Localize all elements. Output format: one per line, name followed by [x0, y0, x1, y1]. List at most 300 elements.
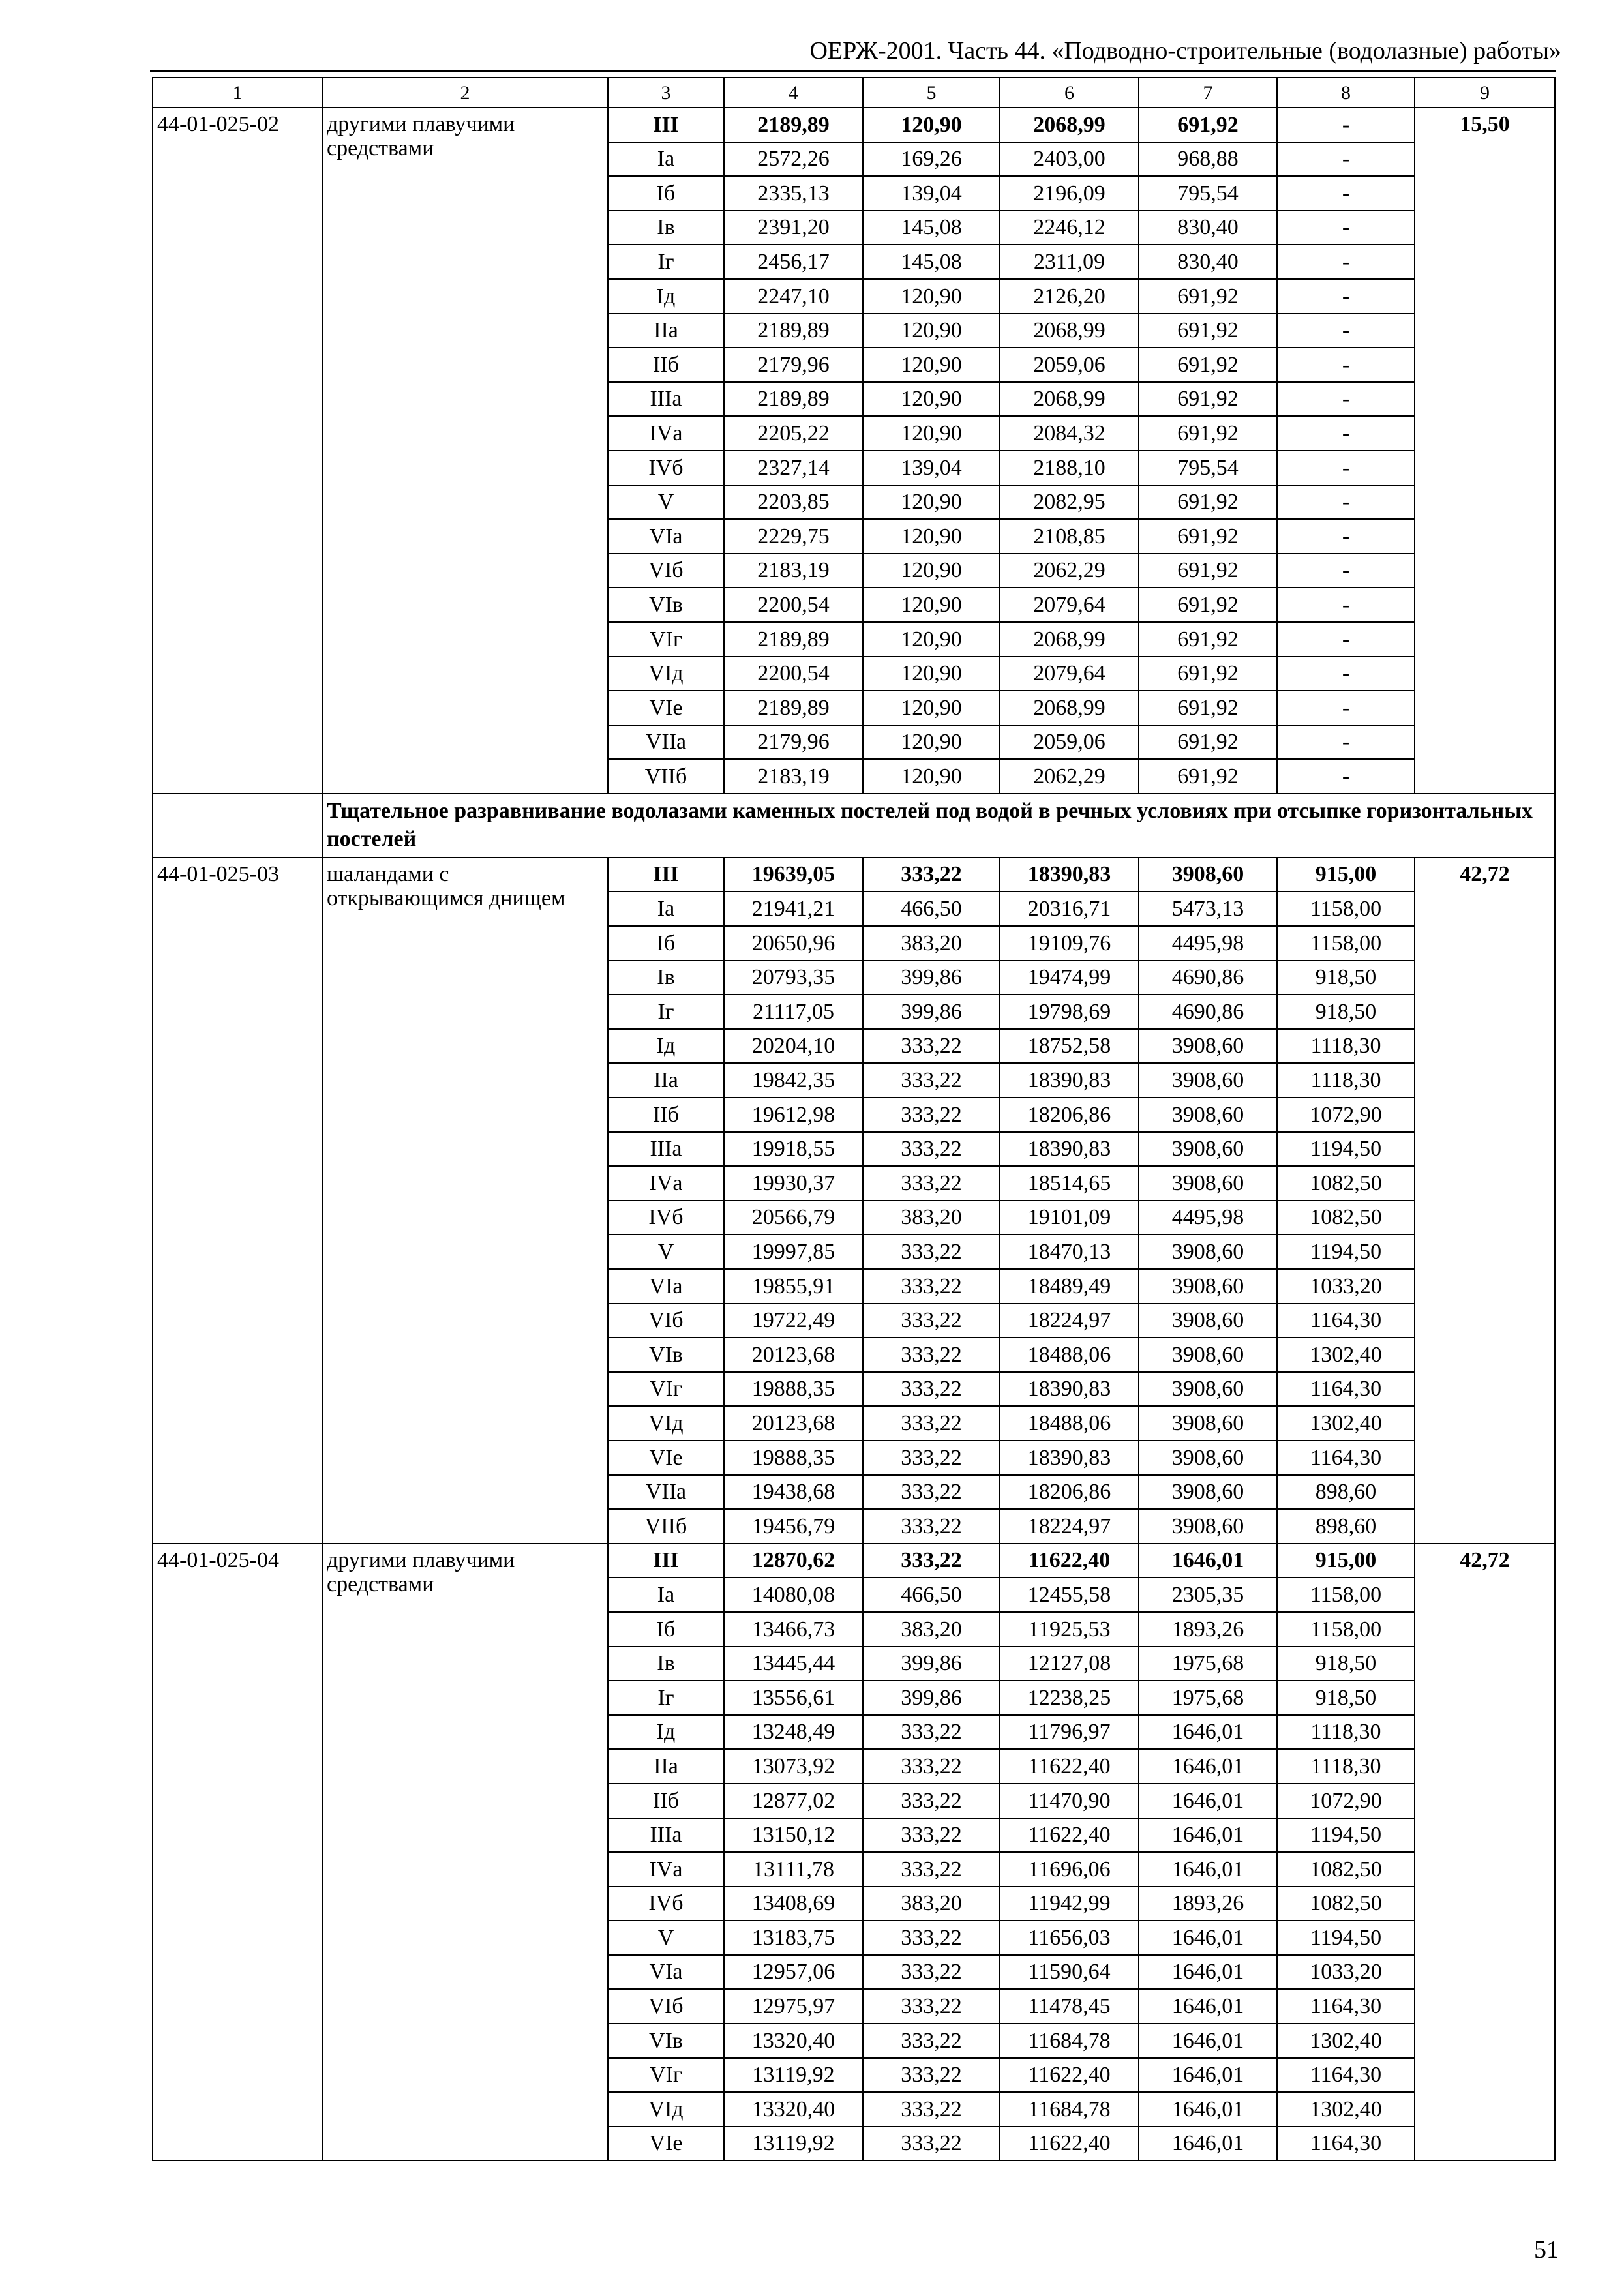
value-cell-col5: 333,22	[863, 1509, 1000, 1544]
value-cell-col8: 918,50	[1277, 961, 1415, 995]
zone-cell: VIв	[608, 588, 724, 622]
value-cell-col6: 20316,71	[1000, 891, 1139, 926]
value-cell-col5: 333,22	[863, 2127, 1000, 2161]
value-cell-col7: 1646,01	[1139, 1544, 1277, 1578]
rates-table	[152, 77, 1556, 2161]
value-cell-col6: 18390,83	[1000, 858, 1139, 892]
zone-cell: VIд	[608, 657, 724, 691]
zone-cell: III	[608, 858, 724, 892]
value-cell-col5: 120,90	[863, 759, 1000, 794]
value-cell-col7: 1646,01	[1139, 2127, 1277, 2161]
value-cell-col4: 13183,75	[724, 1921, 863, 1955]
value-cell-col4: 19639,05	[724, 858, 863, 892]
value-cell-col8: 1082,50	[1277, 1852, 1415, 1887]
value-cell-col5: 333,22	[863, 1955, 1000, 1990]
value-cell-col7: 691,92	[1139, 108, 1277, 142]
zone-cell: IIIа	[608, 1132, 724, 1167]
value-cell-col8: 1118,30	[1277, 1715, 1415, 1750]
value-cell-col6: 2059,06	[1000, 725, 1139, 760]
value-cell-col8: -	[1277, 108, 1415, 142]
value-cell-col6: 2068,99	[1000, 382, 1139, 417]
zone-cell: VIIб	[608, 1509, 724, 1544]
value-cell-col5: 333,22	[863, 1132, 1000, 1167]
value-cell-col7: 1893,26	[1139, 1612, 1277, 1647]
value-cell-col6: 2311,09	[1000, 245, 1139, 279]
value-cell-col4: 13073,92	[724, 1749, 863, 1784]
value-cell-col5: 333,22	[863, 1406, 1000, 1441]
value-cell-col4: 19888,35	[724, 1372, 863, 1407]
value-cell-col8: -	[1277, 348, 1415, 382]
value-cell-col6: 2062,29	[1000, 554, 1139, 588]
value-cell-col8: 1082,50	[1277, 1887, 1415, 1921]
value-cell-col5: 120,90	[863, 108, 1000, 142]
value-cell-col6: 19474,99	[1000, 961, 1139, 995]
value-cell-col4: 19918,55	[724, 1132, 863, 1167]
value-cell-col4: 2335,13	[724, 176, 863, 211]
value-cell-col8: 1164,30	[1277, 1372, 1415, 1407]
section-title-row	[153, 794, 1555, 858]
value-cell-col4: 13248,49	[724, 1715, 863, 1750]
column-number-3: 3	[608, 78, 724, 108]
value-cell-col8: 898,60	[1277, 1509, 1415, 1544]
value-cell-col6: 18514,65	[1000, 1166, 1139, 1201]
zone-cell: Iа	[608, 142, 724, 177]
table-row	[153, 108, 1555, 142]
value-cell-col5: 333,22	[863, 1715, 1000, 1750]
value-cell-col7: 1646,01	[1139, 1715, 1277, 1750]
value-cell-col4: 2203,85	[724, 485, 863, 520]
column-number-1: 1	[153, 78, 322, 108]
value-cell-col6: 11590,64	[1000, 1955, 1139, 1990]
value-cell-col4: 2183,19	[724, 554, 863, 588]
value-cell-col4: 13119,92	[724, 2058, 863, 2093]
value-cell-col6: 11942,99	[1000, 1887, 1139, 1921]
value-cell-col4: 2456,17	[724, 245, 863, 279]
column-number-5: 5	[863, 78, 1000, 108]
value-cell-col6: 18224,97	[1000, 1509, 1139, 1544]
zone-cell: VIе	[608, 2127, 724, 2161]
zone-cell: III	[608, 1544, 724, 1578]
value-cell-col6: 11656,03	[1000, 1921, 1139, 1955]
value-cell-col6: 11696,06	[1000, 1852, 1139, 1887]
zone-cell: VIе	[608, 1441, 724, 1475]
value-cell-col7: 1646,01	[1139, 2058, 1277, 2093]
zone-cell: Iв	[608, 1647, 724, 1681]
rate-description: другими плавучими средствами	[322, 1544, 608, 2161]
zone-cell: VIв	[608, 2024, 724, 2058]
value-cell-col4: 19997,85	[724, 1234, 863, 1269]
value-cell-col7: 4690,86	[1139, 995, 1277, 1029]
value-cell-col4: 12957,06	[724, 1955, 863, 1990]
value-cell-col4: 20793,35	[724, 961, 863, 995]
value-cell-col6: 2068,99	[1000, 314, 1139, 348]
value-cell-col8: 918,50	[1277, 1647, 1415, 1681]
value-cell-col4: 2189,89	[724, 382, 863, 417]
value-cell-col6: 2068,99	[1000, 108, 1139, 142]
value-cell-col8: -	[1277, 211, 1415, 245]
value-cell-col7: 1646,01	[1139, 2092, 1277, 2127]
value-cell-col5: 399,86	[863, 1681, 1000, 1715]
value-cell-col6: 18489,49	[1000, 1269, 1139, 1304]
value-cell-col6: 11622,40	[1000, 1818, 1139, 1853]
value-cell-col4: 2200,54	[724, 657, 863, 691]
zone-cell: Iг	[608, 1681, 724, 1715]
value-cell-col5: 120,90	[863, 691, 1000, 725]
value-cell-col4: 2189,89	[724, 691, 863, 725]
value-cell-col8: 1082,50	[1277, 1166, 1415, 1201]
rate-code: 44-01-025-04	[153, 1544, 322, 2161]
value-cell-col7: 830,40	[1139, 211, 1277, 245]
value-cell-col6: 18224,97	[1000, 1304, 1139, 1338]
value-cell-col6: 11925,53	[1000, 1612, 1139, 1647]
page-header-title: ОЕРЖ-2001. Часть 44. «Подводно-строительные (водолазные) работы»	[809, 37, 1561, 65]
value-cell-col5: 139,04	[863, 451, 1000, 485]
value-cell-col5: 333,22	[863, 1304, 1000, 1338]
value-cell-col8: -	[1277, 691, 1415, 725]
zone-cell: VIа	[608, 1269, 724, 1304]
zone-cell: V	[608, 1921, 724, 1955]
labor-cost-cell: 15,50	[1415, 108, 1555, 794]
value-cell-col7: 1646,01	[1139, 1818, 1277, 1853]
value-cell-col5: 399,86	[863, 961, 1000, 995]
value-cell-col4: 20566,79	[724, 1201, 863, 1235]
value-cell-col6: 12127,08	[1000, 1647, 1139, 1681]
value-cell-col6: 2068,99	[1000, 691, 1139, 725]
value-cell-col6: 2062,29	[1000, 759, 1139, 794]
zone-cell: IVа	[608, 1852, 724, 1887]
value-cell-col5: 466,50	[863, 1578, 1000, 1612]
value-cell-col7: 691,92	[1139, 554, 1277, 588]
value-cell-col8: -	[1277, 176, 1415, 211]
zone-cell: Iб	[608, 1612, 724, 1647]
value-cell-col7: 691,92	[1139, 657, 1277, 691]
table-body	[153, 108, 1555, 2161]
value-cell-col7: 691,92	[1139, 348, 1277, 382]
value-cell-col7: 1975,68	[1139, 1681, 1277, 1715]
value-cell-col8: 1164,30	[1277, 2058, 1415, 2093]
value-cell-col4: 12975,97	[724, 1989, 863, 2024]
value-cell-col8: -	[1277, 416, 1415, 451]
value-cell-col7: 3908,60	[1139, 1475, 1277, 1510]
value-cell-col6: 18390,83	[1000, 1132, 1139, 1167]
value-cell-col6: 2084,32	[1000, 416, 1139, 451]
value-cell-col7: 691,92	[1139, 588, 1277, 622]
section-code-cell	[153, 794, 322, 858]
value-cell-col7: 1975,68	[1139, 1647, 1277, 1681]
value-cell-col7: 3908,60	[1139, 1441, 1277, 1475]
value-cell-col8: -	[1277, 759, 1415, 794]
zone-cell: VIб	[608, 554, 724, 588]
zone-cell: IIа	[608, 1749, 724, 1784]
zone-cell: IVб	[608, 1887, 724, 1921]
value-cell-col8: -	[1277, 314, 1415, 348]
column-number-9: 9	[1415, 78, 1555, 108]
value-cell-col8: 918,50	[1277, 1681, 1415, 1715]
value-cell-col7: 3908,60	[1139, 1234, 1277, 1269]
value-cell-col7: 3908,60	[1139, 1132, 1277, 1167]
value-cell-col8: -	[1277, 382, 1415, 417]
value-cell-col6: 18206,86	[1000, 1475, 1139, 1510]
value-cell-col7: 1646,01	[1139, 1784, 1277, 1818]
value-cell-col4: 21117,05	[724, 995, 863, 1029]
value-cell-col7: 3908,60	[1139, 1304, 1277, 1338]
zone-cell: Iа	[608, 891, 724, 926]
value-cell-col8: 1194,50	[1277, 1234, 1415, 1269]
value-cell-col8: -	[1277, 279, 1415, 314]
value-cell-col4: 19722,49	[724, 1304, 863, 1338]
value-cell-col6: 18488,06	[1000, 1338, 1139, 1372]
zone-cell: VIд	[608, 2092, 724, 2127]
zone-cell: VIд	[608, 1406, 724, 1441]
zone-cell: Iв	[608, 961, 724, 995]
value-cell-col6: 19101,09	[1000, 1201, 1139, 1235]
value-cell-col5: 120,90	[863, 314, 1000, 348]
value-cell-col4: 14080,08	[724, 1578, 863, 1612]
value-cell-col4: 12877,02	[724, 1784, 863, 1818]
value-cell-col5: 120,90	[863, 382, 1000, 417]
value-cell-col5: 120,90	[863, 348, 1000, 382]
value-cell-col4: 2229,75	[724, 519, 863, 554]
column-number-4: 4	[724, 78, 863, 108]
zone-cell: IIIа	[608, 1818, 724, 1853]
value-cell-col6: 18470,13	[1000, 1234, 1139, 1269]
value-cell-col4: 20204,10	[724, 1029, 863, 1064]
value-cell-col6: 11622,40	[1000, 1749, 1139, 1784]
zone-cell: VIб	[608, 1304, 724, 1338]
value-cell-col8: 915,00	[1277, 1544, 1415, 1578]
value-cell-col8: -	[1277, 245, 1415, 279]
value-cell-col7: 3908,60	[1139, 858, 1277, 892]
value-cell-col6: 19109,76	[1000, 926, 1139, 961]
value-cell-col5: 120,90	[863, 519, 1000, 554]
value-cell-col8: 1033,20	[1277, 1269, 1415, 1304]
value-cell-col8: 1194,50	[1277, 1818, 1415, 1853]
zone-cell: Iд	[608, 279, 724, 314]
value-cell-col5: 333,22	[863, 2024, 1000, 2058]
value-cell-col8: -	[1277, 622, 1415, 657]
value-cell-col6: 18752,58	[1000, 1029, 1139, 1064]
value-cell-col4: 19930,37	[724, 1166, 863, 1201]
table-row	[153, 1544, 1555, 1578]
value-cell-col6: 18390,83	[1000, 1063, 1139, 1098]
value-cell-col7: 691,92	[1139, 314, 1277, 348]
value-cell-col6: 2108,85	[1000, 519, 1139, 554]
value-cell-col6: 11470,90	[1000, 1784, 1139, 1818]
value-cell-col8: -	[1277, 725, 1415, 760]
zone-cell: VIв	[608, 1338, 724, 1372]
zone-cell: Iд	[608, 1029, 724, 1064]
value-cell-col8: 1194,50	[1277, 1921, 1415, 1955]
zone-cell: VIе	[608, 691, 724, 725]
value-cell-col8: 1164,30	[1277, 1441, 1415, 1475]
value-cell-col4: 2189,89	[724, 622, 863, 657]
value-cell-col5: 333,22	[863, 1818, 1000, 1853]
value-cell-col6: 2059,06	[1000, 348, 1139, 382]
value-cell-col5: 383,20	[863, 926, 1000, 961]
zone-cell: IIб	[608, 1098, 724, 1132]
value-cell-col6: 12455,58	[1000, 1578, 1139, 1612]
value-cell-col8: 1082,50	[1277, 1201, 1415, 1235]
zone-cell: VIг	[608, 1372, 724, 1407]
value-cell-col5: 333,22	[863, 1234, 1000, 1269]
value-cell-col7: 3908,60	[1139, 1406, 1277, 1441]
value-cell-col4: 13150,12	[724, 1818, 863, 1853]
value-cell-col8: 1302,40	[1277, 2092, 1415, 2127]
value-cell-col4: 2183,19	[724, 759, 863, 794]
zone-cell: Iб	[608, 926, 724, 961]
zone-cell: VIа	[608, 519, 724, 554]
value-cell-col4: 2391,20	[724, 211, 863, 245]
zone-cell: V	[608, 1234, 724, 1269]
zone-cell: IVб	[608, 1201, 724, 1235]
value-cell-col7: 4495,98	[1139, 926, 1277, 961]
labor-cost-cell: 42,72	[1415, 1544, 1555, 2161]
value-cell-col5: 145,08	[863, 245, 1000, 279]
value-cell-col8: -	[1277, 142, 1415, 177]
value-cell-col4: 19456,79	[724, 1509, 863, 1544]
section-title: Тщательное разравнивание водолазами каменных постелей под водой в речных условиях при отсыпке горизонтальных постелей	[322, 794, 1555, 858]
value-cell-col4: 20123,68	[724, 1406, 863, 1441]
value-cell-col8: 1302,40	[1277, 1406, 1415, 1441]
zone-cell: Iв	[608, 211, 724, 245]
value-cell-col5: 333,22	[863, 1441, 1000, 1475]
value-cell-col7: 3908,60	[1139, 1338, 1277, 1372]
value-cell-col5: 333,22	[863, 2058, 1000, 2093]
value-cell-col4: 19612,98	[724, 1098, 863, 1132]
value-cell-col6: 11796,97	[1000, 1715, 1139, 1750]
zone-cell: Iг	[608, 245, 724, 279]
value-cell-col7: 4495,98	[1139, 1201, 1277, 1235]
value-cell-col4: 19855,91	[724, 1269, 863, 1304]
value-cell-col4: 20650,96	[724, 926, 863, 961]
value-cell-col8: -	[1277, 657, 1415, 691]
value-cell-col5: 333,22	[863, 1029, 1000, 1064]
value-cell-col6: 2082,95	[1000, 485, 1139, 520]
zone-cell: IIа	[608, 314, 724, 348]
value-cell-col5: 383,20	[863, 1612, 1000, 1647]
labor-cost-cell: 42,72	[1415, 858, 1555, 1544]
zone-cell: VIIа	[608, 725, 724, 760]
value-cell-col7: 691,92	[1139, 382, 1277, 417]
zone-cell: Iд	[608, 1715, 724, 1750]
value-cell-col4: 2572,26	[724, 142, 863, 177]
value-cell-col5: 333,22	[863, 1784, 1000, 1818]
value-cell-col6: 2079,64	[1000, 657, 1139, 691]
value-cell-col7: 5473,13	[1139, 891, 1277, 926]
value-cell-col4: 13320,40	[724, 2024, 863, 2058]
rate-code: 44-01-025-02	[153, 108, 322, 794]
value-cell-col4: 13111,78	[724, 1852, 863, 1887]
value-cell-col7: 1646,01	[1139, 1852, 1277, 1887]
value-cell-col6: 11478,45	[1000, 1989, 1139, 2024]
value-cell-col7: 1646,01	[1139, 1955, 1277, 1990]
value-cell-col4: 19842,35	[724, 1063, 863, 1098]
value-cell-col7: 691,92	[1139, 519, 1277, 554]
zone-cell: Iб	[608, 176, 724, 211]
value-cell-col5: 333,22	[863, 1749, 1000, 1784]
value-cell-col5: 383,20	[863, 1201, 1000, 1235]
value-cell-col6: 2188,10	[1000, 451, 1139, 485]
value-cell-col5: 333,22	[863, 1338, 1000, 1372]
header-rule	[150, 70, 1556, 72]
value-cell-col5: 333,22	[863, 858, 1000, 892]
value-cell-col6: 11622,40	[1000, 2058, 1139, 2093]
value-cell-col7: 795,54	[1139, 176, 1277, 211]
rate-description: шаландами с открывающимся днищем	[322, 858, 608, 1544]
value-cell-col5: 120,90	[863, 588, 1000, 622]
value-cell-col5: 333,22	[863, 1063, 1000, 1098]
value-cell-col4: 2179,96	[724, 348, 863, 382]
column-number-6: 6	[1000, 78, 1139, 108]
zone-cell: VIIб	[608, 759, 724, 794]
zone-cell: IVа	[608, 416, 724, 451]
value-cell-col5: 383,20	[863, 1887, 1000, 1921]
value-cell-col7: 4690,86	[1139, 961, 1277, 995]
value-cell-col5: 120,90	[863, 279, 1000, 314]
value-cell-col7: 3908,60	[1139, 1372, 1277, 1407]
column-number-header	[153, 78, 1555, 108]
value-cell-col5: 333,22	[863, 1852, 1000, 1887]
value-cell-col7: 1646,01	[1139, 1749, 1277, 1784]
value-cell-col6: 11684,78	[1000, 2024, 1139, 2058]
value-cell-col6: 2196,09	[1000, 176, 1139, 211]
zone-cell: VIг	[608, 2058, 724, 2093]
value-cell-col5: 145,08	[863, 211, 1000, 245]
value-cell-col7: 1646,01	[1139, 1921, 1277, 1955]
value-cell-col6: 2079,64	[1000, 588, 1139, 622]
value-cell-col4: 2247,10	[724, 279, 863, 314]
value-cell-col8: 1164,30	[1277, 1304, 1415, 1338]
value-cell-col4: 2200,54	[724, 588, 863, 622]
value-cell-col7: 1646,01	[1139, 2024, 1277, 2058]
zone-cell: IVб	[608, 451, 724, 485]
value-cell-col8: 1302,40	[1277, 2024, 1415, 2058]
value-cell-col8: -	[1277, 588, 1415, 622]
column-number-7: 7	[1139, 78, 1277, 108]
value-cell-col7: 691,92	[1139, 622, 1277, 657]
value-cell-col7: 691,92	[1139, 279, 1277, 314]
value-cell-col8: 1158,00	[1277, 1612, 1415, 1647]
zone-cell: V	[608, 485, 724, 520]
value-cell-col4: 19438,68	[724, 1475, 863, 1510]
page-number: 51	[1534, 2236, 1559, 2264]
value-cell-col8: 1158,00	[1277, 891, 1415, 926]
value-cell-col4: 13408,69	[724, 1887, 863, 1921]
column-number-2: 2	[322, 78, 608, 108]
value-cell-col7: 3908,60	[1139, 1098, 1277, 1132]
value-cell-col5: 120,90	[863, 554, 1000, 588]
value-cell-col5: 120,90	[863, 657, 1000, 691]
value-cell-col8: 1164,30	[1277, 1989, 1415, 2024]
value-cell-col5: 333,22	[863, 1098, 1000, 1132]
value-cell-col7: 691,92	[1139, 691, 1277, 725]
zone-cell: VIа	[608, 1955, 724, 1990]
value-cell-col4: 21941,21	[724, 891, 863, 926]
value-cell-col8: 1194,50	[1277, 1132, 1415, 1167]
value-cell-col5: 333,22	[863, 1269, 1000, 1304]
value-cell-col8: 1118,30	[1277, 1063, 1415, 1098]
value-cell-col5: 333,22	[863, 1475, 1000, 1510]
value-cell-col8: 898,60	[1277, 1475, 1415, 1510]
value-cell-col5: 120,90	[863, 622, 1000, 657]
value-cell-col5: 333,22	[863, 1544, 1000, 1578]
value-cell-col6: 2068,99	[1000, 622, 1139, 657]
value-cell-col5: 120,90	[863, 416, 1000, 451]
value-cell-col5: 333,22	[863, 1166, 1000, 1201]
value-cell-col4: 12870,62	[724, 1544, 863, 1578]
value-cell-col4: 2189,89	[724, 108, 863, 142]
value-cell-col8: 1158,00	[1277, 1578, 1415, 1612]
